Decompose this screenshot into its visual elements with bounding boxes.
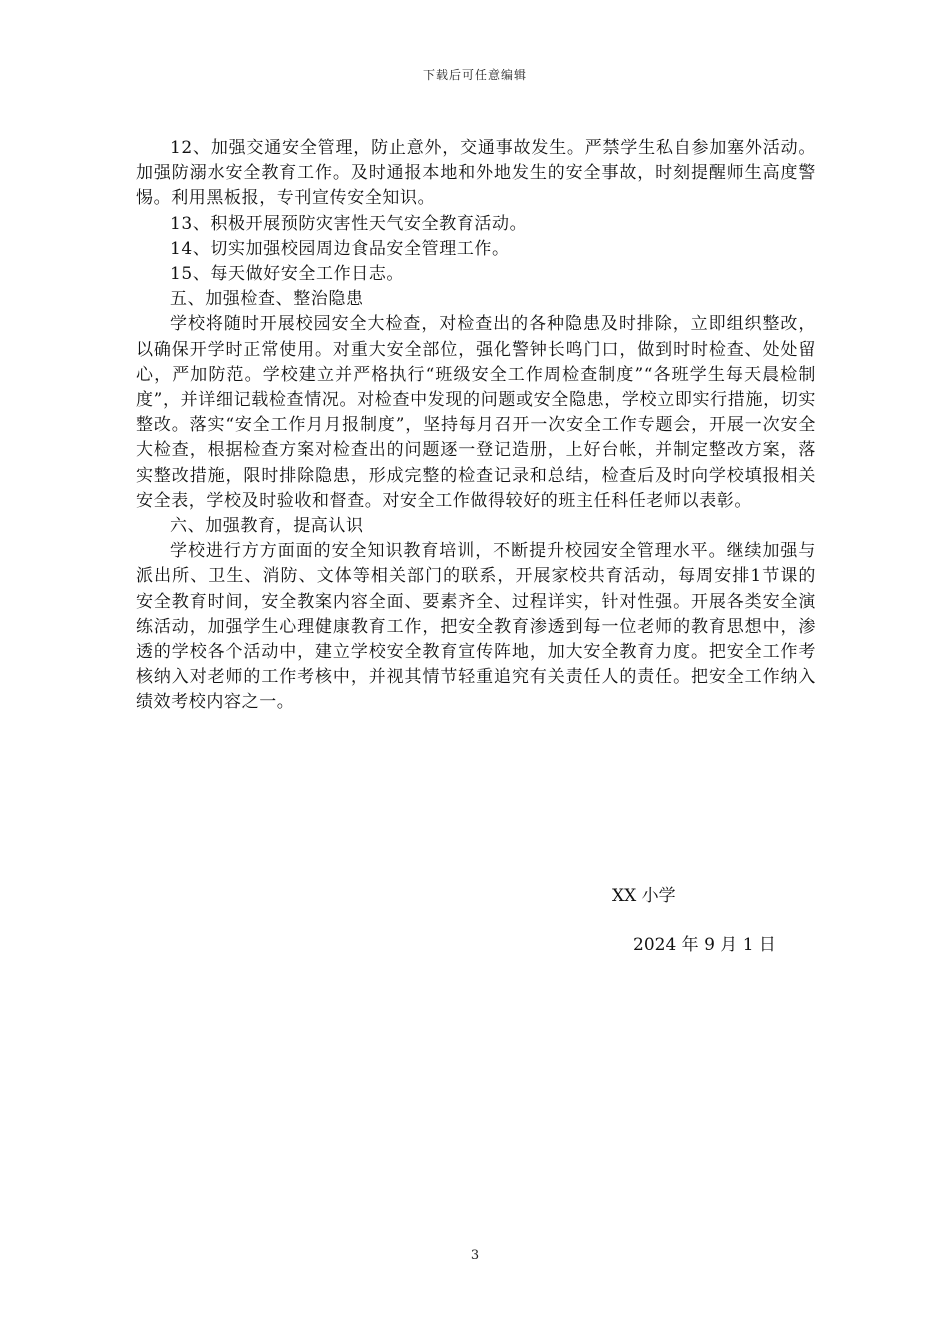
- paragraph-item-15: 15、每天做好安全工作日志。: [170, 264, 405, 285]
- header-note: 下载后可任意编辑: [422, 68, 527, 82]
- paragraph-inspection: 学校将随时开展校园安全大检查，对检查出的各种隐患及时排除，立即组织整改，以确保开学时正常使用。对重大安全部位，强化警钟长鸣门口，做到时时检查、处处留心，严加防范。学校建立并严格执行“班级安全工作周检查制度”“各班学生每天晨检制度”，并详细记载检查情况。对检查中发现的问题或安全隐患，学校立即实行措施，切实整改。落实“安全工作月月报制度”，坚持每月召开一次安全工作专题会，开展一次安全大检查，根据检查方案对检查出的问题逐一登记造册，上好台帐，并制定整改方案，落实整改措施，限时排除隐患，形成完整的检查记录和总结，检查后及时向学校填报相关安全表，学校及时验收和督查。对安全工作做得较好的班主任科任老师以表彰。: [136, 314, 816, 511]
- paragraph-item-14: 14、切实加强校园周边食品安全管理工作。: [170, 238, 510, 259]
- signature-date: 2024 年 9 月 1 日: [633, 935, 776, 955]
- section-heading-inspection: 五、加强检查、整治隐患: [170, 289, 364, 310]
- document-body: [136, 136, 816, 716]
- paragraph-item-12: 12、加强交通安全管理，防止意外，交通事故发生。严禁学生私自参加塞外活动。加强防溺水安全教育工作。及时通报本地和外地发生的安全事故，时刻提醒师生高度警惕。利用黑板报，专刊宣传安全知识。: [136, 138, 816, 209]
- paragraph-education: 学校进行方方面面的安全知识教育培训，不断提升校园安全管理水平。继续加强与派出所、卫生、消防、文体等相关部门的联系，开展家校共育活动，每周安排1节课的安全教育时间，安全教案内容全面、要素齐全、过程详实，针对性强。开展各类安全演练活动，加强学生心理健康教育工作，把安全教育渗透到每一位老师的教育思想中，渗透的学校各个活动中，建立学校安全教育宣传阵地，加大安全教育力度。把安全工作考核纳入对老师的工作考核中，并视其情节轻重追究有关责任人的责任。把安全工作纳入绩效考校内容之一。: [136, 541, 816, 713]
- page-number: 3: [470, 1248, 480, 1263]
- section-heading-education: 六、加强教育，提高认识: [170, 516, 364, 537]
- paragraph-item-13: 13、积极开展预防灾害性天气安全教育活动。: [170, 213, 528, 234]
- signature-org: XX 小学: [612, 886, 676, 906]
